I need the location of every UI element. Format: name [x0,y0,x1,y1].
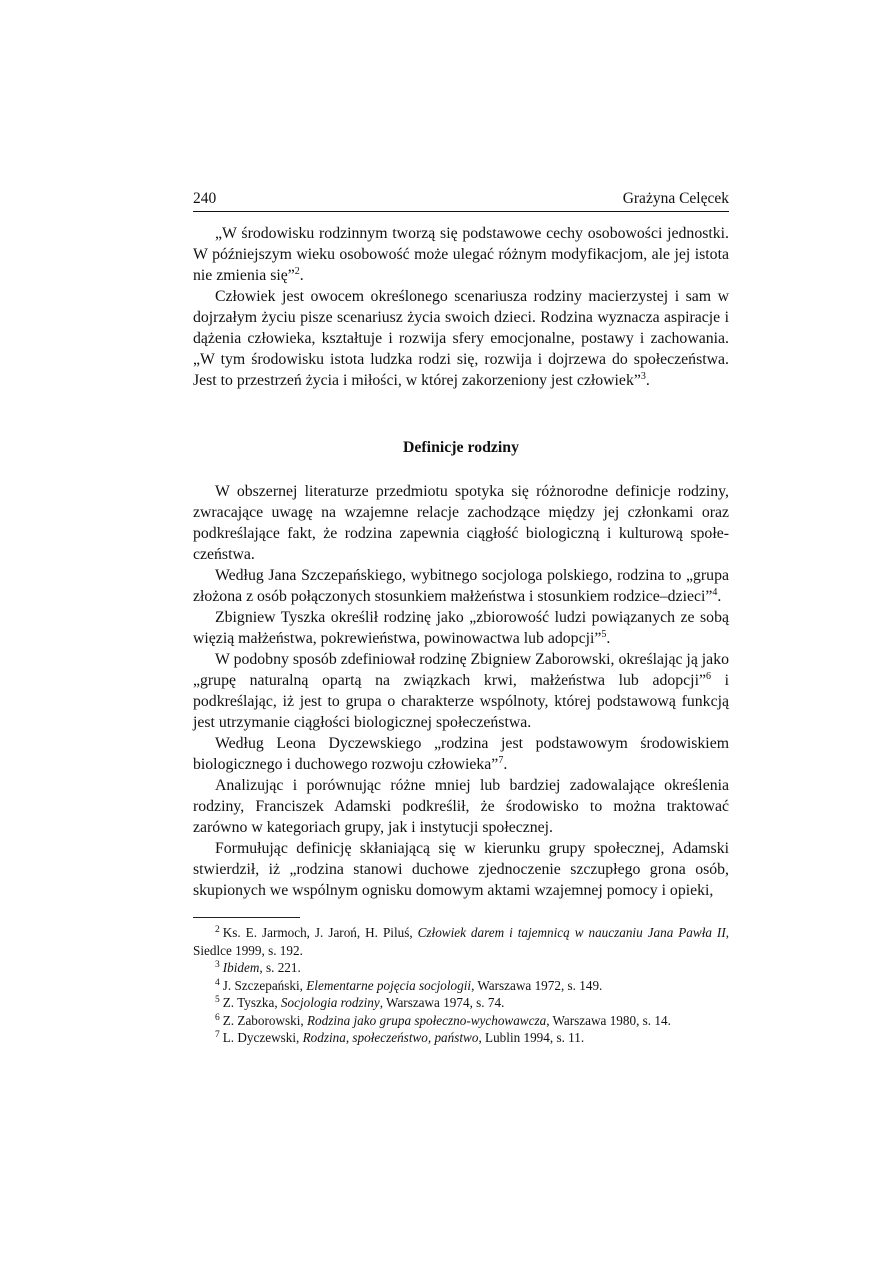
footnote-7 [193,1029,729,1047]
text-run: Zbigniew Tyszka określił rodzinę jako „zbiorowość ludzi powiązanych ze sobą więzią małżeństwa, pokrewieństwa, powinowactwa lub adopcji” [193,609,729,647]
text-run: W obszernej literaturze przedmiotu spotyka się różnorodne definicje rodziny, zwracające uwagę na wzajemne relacje zachodzące między jej członkami oraz podkreślające fakt, że rodzina zapewnia ciągłość biologiczną i kulturową społeczeństwa. [193,483,729,563]
footnote-6 [193,1012,729,1030]
text-run: , Warszawa 1974, s. 74. [379,995,505,1010]
document-page [193,190,729,1047]
footnote-3 [193,959,729,977]
text-run: Według Jana Szczepańskiego, wybitnego socjologa polskiego, rodzina to „grupa złożona z osób połączonych stosunkiem małżeństwa i stosunkiem rodzice–dzieci” [193,567,729,605]
text-run: Człowiek jest owocem określonego scenariusza rodziny macierzystej i sam w dojrzałym życiu pisze scenariusz życia swoich dzieci. Rodzina wyznacza aspiracje i dążenia człowieka, kształtuje i rozwija sfery emocjonalne, postawy i zachowania. „W tym środowisku istota ludzka rodzi się, rozwija i dojrzewa do społeczeństwa. Jest to przestrzeń życia i miłości, w której zakorzeniony jest człowiek” [193,288,729,389]
running-head-author: Grażyna Celęcek [622,190,729,207]
paragraph [193,481,729,565]
text-run: Z. Tyszka, [222,995,281,1010]
paragraph [193,223,729,286]
paragraph [193,649,729,733]
footnote-4 [193,977,729,995]
footnote-2 [193,924,729,959]
section-paragraphs [193,481,729,901]
text-run: , Warszawa 1980, s. 14. [546,1012,671,1028]
footnote-ref[interactable]: 6 [705,671,711,682]
footnote-number: 7 [215,1030,220,1040]
footnote-ref[interactable]: 2 [294,266,300,277]
text-run: J. Szczepański, [222,977,307,993]
footnote-number: 3 [215,960,220,970]
text-run: , s. 221. [259,960,301,975]
italic-title: Socjologia rodziny [280,995,380,1010]
page-number: 240 [193,190,217,207]
text-run: Według Leona Dyczewskiego „rodzina jest podstawowym środowiskiem biologicznego i duchowego rozwoju człowieka” [193,735,729,773]
italic-title: Ibidem [222,960,260,975]
paragraph [193,775,729,838]
text-run: , Siedlce 1999, s. 192. [193,925,730,958]
footnote-5 [193,994,729,1012]
text-run: , Warszawa 1972, s. 149. [471,977,603,993]
text-run: . [299,267,304,284]
text-run: Formułując definicję skłaniającą się w kierunku grupy społecznej, Adamski stwierdził, iż „rodzina stanowi duchowe zjednoczenie szczupłego grona osób, skupionych we wspólnym ognisku domowym aktami wzajemnej pomocy i opieki, [193,840,729,899]
text-run: . [717,588,722,605]
text-run: , Lublin 1994, s. 11. [478,1030,585,1045]
text-run: L. Dyczewski, [222,1030,303,1045]
footnote-number: 2 [215,925,220,935]
text-run: . [645,372,650,389]
footnote-separator [193,917,300,918]
text-run: Analizując i porównując różne mniej lub bardziej zadowalające określenia rodziny, Franciszek Adamski podkreślił, że środowisko to można traktować zarówno w kategoriach grupy, jak i instytucji społecznej. [193,777,729,836]
footnote-ref[interactable]: 4 [712,587,718,598]
footnote-number: 4 [215,977,220,988]
text-run: W podobny sposób zdefiniował rodzinę Zbigniew Zaborowski, określając ją jako „grupę naturalną opartą na związkach krwi, małżeństwa lub adopcji” [193,651,729,689]
paragraph [193,565,729,607]
paragraph [193,733,729,775]
footnote-ref[interactable]: 7 [498,755,504,766]
paragraph [193,838,729,901]
text-run: Z. Zaborowski, [222,1012,307,1028]
intro-paragraphs [193,223,729,391]
footnote-ref[interactable]: 3 [640,371,646,382]
footnotes [193,924,729,1047]
italic-title: Człowiek darem i tajemnicą w nauczaniu Jana Pawła II [417,925,726,940]
text-run: „W środowisku rodzinnym tworzą się podstawowe cechy osobowości jednostki. W późniejszym wieku osobowość może ulegać różnym modyfikacjom, ale jej istota nie zmienia się” [193,225,729,284]
section-heading: Definicje rodziny [403,439,519,456]
italic-title: Elementarne pojęcia socjologii [306,977,472,993]
text-run: i podkreślając, iż jest to grupa o charakterze wspólnoty, której podstawową funkcją jest utrzymanie ciągłości biologicznej społeczeństwa. [193,672,729,731]
footnote-number: 6 [215,1012,220,1023]
paragraph [193,286,729,391]
italic-title: Rodzina, społeczeństwo, państwo [302,1030,479,1045]
footnote-number: 5 [215,995,220,1005]
text-run: Ks. E. Jarmoch, J. Jaroń, H. Piluś, [222,925,418,940]
text-run: . [606,630,611,647]
paragraph [193,607,729,649]
italic-title: Rodzina jako grupa społeczno-wychowawcza [307,1012,547,1028]
running-head [193,190,729,212]
footnote-ref[interactable]: 5 [601,629,607,640]
text-run: . [503,756,508,773]
body-text [193,223,729,901]
